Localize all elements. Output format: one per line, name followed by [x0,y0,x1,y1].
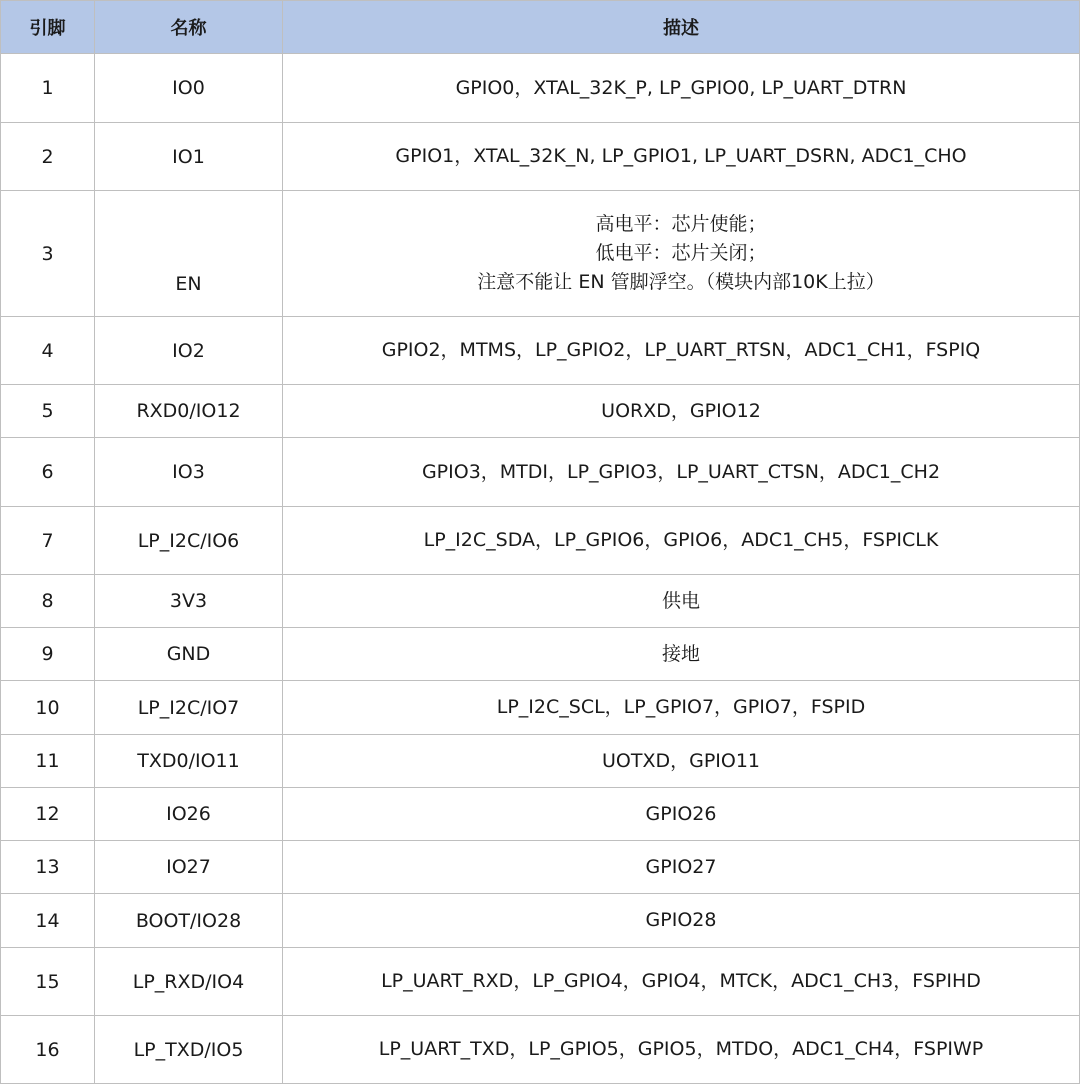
pin-description [283,54,1080,123]
pin-description [283,385,1080,438]
pin-name: LP_I2C/IO6 [95,507,283,575]
pin-description [283,788,1080,841]
table-row [1,385,1080,438]
pin-name: IO27 [95,841,283,894]
table-row [1,788,1080,841]
header-row [1,1,1080,54]
pin-description [283,317,1080,385]
pin-name: IO26 [95,788,283,841]
table-row [1,438,1080,507]
table-header [1,1,1080,54]
pin-name: IO1 [95,123,283,191]
pin-name: TXD0/IO11 [95,735,283,788]
description-line: LP_UART_TXD，LP_GPIO5，GPIO5，MTDO，ADC1_CH4，FSPIWP [378,1038,984,1060]
description-line: 高电平：芯片使能； [595,213,767,235]
pin-number: 9 [1,628,95,681]
table-row [1,735,1080,788]
pin-number: 10 [1,681,95,735]
pin-number: 6 [1,438,95,507]
pin-number: 12 [1,788,95,841]
pin-description [283,438,1080,507]
table-row [1,123,1080,191]
pin-number: 8 [1,575,95,628]
table-row [1,575,1080,628]
table-row [1,54,1080,123]
table-row [1,191,1080,317]
description-line: GPIO2，MTMS，LP_GPIO2，LP_UART_RTSN，ADC1_CH1，FSPIQ [381,339,981,361]
description-line: 接地 [661,642,700,665]
pin-name: IO0 [95,54,283,123]
description-line: 注意不能让 EN 管脚浮空。（模块内部10K上拉） [477,271,885,293]
description-line: GPIO27 [645,855,717,878]
pin-description [283,191,1080,317]
pin-number: 16 [1,1016,95,1084]
pin-name: LP_RXD/IO4 [95,948,283,1016]
table-row [1,628,1080,681]
pin-name: IO3 [95,438,283,507]
pin-description [283,507,1080,575]
header-name: 名称 [95,1,283,54]
description-line: UOTXD，GPIO11 [601,749,761,772]
pin-description [283,894,1080,948]
table-row [1,894,1080,948]
pin-description [283,681,1080,735]
pin-number: 13 [1,841,95,894]
pin-name: GND [95,628,283,681]
description-line: LP_I2C_SDA，LP_GPIO6，GPIO6，ADC1_CH5，FSPICLK [423,529,939,551]
description-line: GPIO28 [645,909,717,931]
description-line: 供电 [661,589,700,612]
pin-description [283,628,1080,681]
description-line: 低电平：芯片关闭； [595,242,767,264]
description-line: GPIO26 [645,802,717,825]
pin-name: LP_I2C/IO7 [95,681,283,735]
pin-description [283,841,1080,894]
pin-number: 1 [1,54,95,123]
header-pin: 引脚 [1,1,95,54]
pin-number: 11 [1,735,95,788]
header-description: 描述 [283,1,1080,54]
pin-number: 7 [1,507,95,575]
table-row [1,1016,1080,1084]
pin-number: 4 [1,317,95,385]
pin-number: 14 [1,894,95,948]
pin-name: RXD0/IO12 [95,385,283,438]
pin-description [283,123,1080,191]
description-line: LP_UART_RXD，LP_GPIO4，GPIO4，MTCK，ADC1_CH3，FSPIHD [381,970,981,992]
pin-description [283,735,1080,788]
pin-description [283,1016,1080,1084]
pin-name: IO2 [95,317,283,385]
description-line: GPIO3，MTDI，LP_GPIO3，LP_UART_CTSN，ADC1_CH2 [421,460,941,483]
description-line: GPIO0，XTAL_32K_P, LP_GPIO0, LP_UART_DTRN [455,76,907,99]
description-line: UORXD，GPIO12 [601,399,761,422]
table-row [1,681,1080,735]
description-line: LP_I2C_SCL，LP_GPIO7，GPIO7，FSPID [496,696,866,718]
pin-number: 3 [1,191,95,317]
pin-name: LP_TXD/IO5 [95,1016,283,1084]
pin-number: 2 [1,123,95,191]
pin-description [283,575,1080,628]
pin-name: EN [95,191,283,317]
pin-number: 5 [1,385,95,438]
pin-number: 15 [1,948,95,1016]
table-row [1,317,1080,385]
table-row [1,948,1080,1016]
table-row [1,841,1080,894]
description-line: GPIO1，XTAL_32K_N, LP_GPIO1, LP_UART_DSRN, ADC1_CHO [395,145,967,167]
table-row [1,507,1080,575]
pin-name: 3V3 [95,575,283,628]
pin-name: BOOT/IO28 [95,894,283,948]
pin-description [283,948,1080,1016]
table-body [1,54,1080,1084]
